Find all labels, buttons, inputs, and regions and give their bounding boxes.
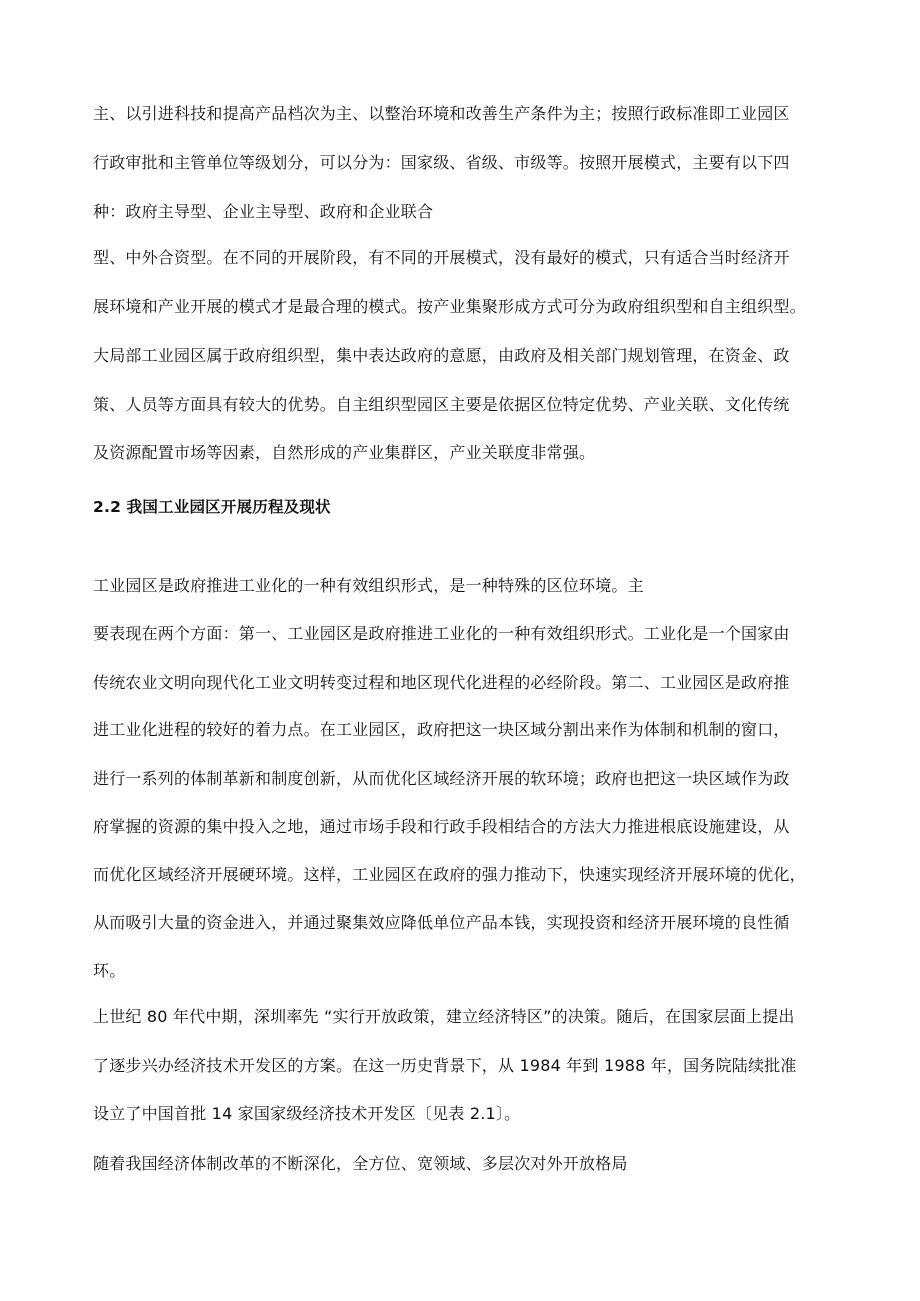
paragraph-line: 了逐步兴办经济技术开发区的方案。在这一历史背景下，从 1984 年到 1988 年，国务院陆续批准 — [93, 1056, 797, 1075]
paragraph-line: 工业园区是政府推进工业化的一种有效组织形式，是一种特殊的区位环境。主 — [93, 576, 644, 595]
paragraph-line: 随着我国经济体制改革的不断深化，全方位、宽领域、多层次对外开放格局 — [93, 1154, 628, 1173]
paragraph-line: 府掌握的资源的集中投入之地，通过市场手段和行政手段相结合的方法大力推进根底设施建设，从 — [93, 817, 790, 836]
paragraph-line: 策、人员等方面具有较大的优势。自主组织型园区主要是依据区位特定优势、产业关联、文化传统 — [93, 395, 790, 414]
paragraph-line: 型、中外合资型。在不同的开展阶段，有不同的开展模式，没有最好的模式，只有适合当时经济开 — [93, 248, 790, 267]
paragraph-line: 展环境和产业开展的模式才是最合理的模式。按产业集聚形成方式可分为政府组织型和自主组织型。 — [93, 297, 806, 316]
section-heading: 2.2 我国工业园区开展历程及现状 — [93, 498, 331, 516]
paragraph-line: 要表现在两个方面：第一、工业园区是政府推进工业化的一种有效组织形式。工业化是一个国家由 — [93, 624, 790, 643]
paragraph-line: 及资源配置市场等因素，自然形成的产业集群区，产业关联度非常强。 — [93, 443, 596, 462]
paragraph-line: 进工业化进程的较好的着力点。在工业园区，政府把这一块区域分割出来作为体制和机制的窗口， — [93, 720, 790, 739]
paragraph-line: 行政审批和主管单位等级划分，可以分为：国家级、省级、市级等。按照开展模式，主要有以下四 — [93, 153, 790, 172]
paragraph-line: 主、以引进科技和提高产品档次为主、以整治环境和改善生产条件为主；按照行政标准即工业园区 — [93, 104, 790, 123]
paragraph-line: 种：政府主导型、企业主导型、政府和企业联合 — [93, 202, 434, 221]
paragraph-line: 从而吸引大量的资金进入，并通过聚集效应降低单位产品本钱，实现投资和经济开展环境的良性循 — [93, 913, 790, 932]
paragraph-line: 传统农业文明向现代化工业文明转变过程和地区现代化进程的必经阶段。第二、工业园区是政府推 — [93, 673, 790, 692]
paragraph-line: 上世纪 80 年代中期，深圳率先 “实行开放政策，建立经济特区”的决策。随后，在国家层面上提出 — [93, 1007, 795, 1026]
paragraph-line: 设立了中国首批 14 家国家级经济技术开发区〔见表 2.1〕。 — [93, 1104, 521, 1123]
paragraph-line: 环。 — [93, 961, 126, 980]
paragraph-line: 进行一系列的体制革新和制度创新，从而优化区域经济开展的软环境；政府也把这一块区域作为政 — [93, 769, 790, 788]
paragraph-line: 而优化区域经济开展硬环境。这样，工业园区在政府的强力推动下，快速实现经济开展环境的优化， — [93, 865, 806, 884]
paragraph-line: 大局部工业园区属于政府组织型，集中表达政府的意愿，由政府及相关部门规划管理，在资金、政 — [93, 346, 790, 365]
